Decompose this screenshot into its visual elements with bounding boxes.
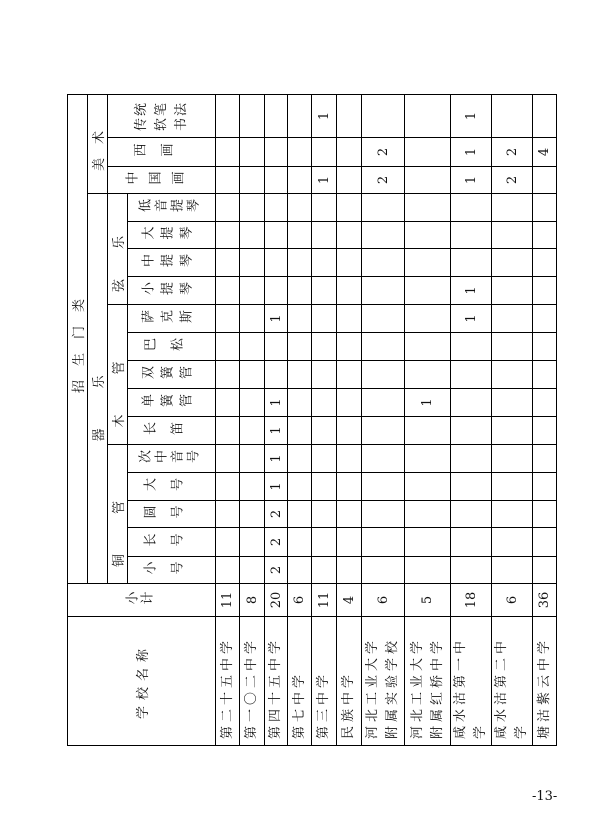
value-cell: 1 <box>451 305 492 333</box>
value-cell <box>240 167 265 194</box>
value-cell <box>492 333 533 361</box>
school-name-cell <box>492 617 533 746</box>
value-cell <box>533 305 557 333</box>
rotated-table-container <box>67 95 552 746</box>
header-instrumental-text: 器乐 <box>92 335 107 442</box>
value-cell: 1 <box>451 277 492 305</box>
value-cell <box>337 389 362 417</box>
subtotal-cell: 4 <box>337 584 362 617</box>
school-name: 塘沽紫云中学 <box>536 636 552 739</box>
value-cell <box>216 389 240 417</box>
value-cell: 1 <box>451 94 492 137</box>
header-instrument-label: 双簧管 <box>141 367 198 382</box>
value-cell: 2 <box>492 138 533 167</box>
subtotal-cell: 8 <box>240 584 265 617</box>
value-cell <box>337 417 362 445</box>
value-cell <box>312 501 337 528</box>
value-cell <box>240 528 265 557</box>
header-instrument-label: 低音提琴 <box>137 200 202 215</box>
value-cell <box>312 417 337 445</box>
value-cell <box>451 501 492 528</box>
school-name-cell <box>288 617 312 746</box>
value-cell <box>312 445 337 473</box>
value-cell: 2 <box>492 167 533 194</box>
value-cell <box>362 222 405 249</box>
value-cell: 1 <box>312 94 337 137</box>
table-row <box>405 94 451 745</box>
value-cell: 1 <box>405 389 451 417</box>
subtotal-cell: 18 <box>451 584 492 617</box>
value-cell <box>216 557 240 584</box>
value-cell <box>337 94 362 137</box>
value-cell <box>362 333 405 361</box>
school-name: 河北工业大学附属实验学校 <box>365 636 400 739</box>
value-cell <box>451 194 492 222</box>
value-cell <box>362 361 405 389</box>
value-cell <box>533 167 557 194</box>
subtotal-cell: 11 <box>312 584 337 617</box>
value-cell <box>216 501 240 528</box>
value-cell <box>240 389 265 417</box>
value-cell <box>265 277 288 305</box>
value-cell <box>337 445 362 473</box>
value-cell: 2 <box>362 138 405 167</box>
value-cell <box>288 501 312 528</box>
table-row <box>337 94 362 745</box>
value-cell <box>288 305 312 333</box>
value-cell <box>216 333 240 361</box>
header-school-name-text: 学校名称 <box>136 643 151 720</box>
value-cell <box>265 138 288 167</box>
value-cell <box>337 249 362 277</box>
school-name-cell <box>451 617 492 746</box>
header-instrument <box>128 194 216 222</box>
value-cell <box>362 473 405 501</box>
value-cell <box>362 94 405 137</box>
header-art-1 <box>108 138 216 167</box>
value-cell <box>533 94 557 137</box>
value-cell <box>492 528 533 557</box>
value-cell: 2 <box>362 167 405 194</box>
value-cell <box>288 417 312 445</box>
value-cell <box>312 528 337 557</box>
header-art-0 <box>108 167 216 194</box>
header-instrument-label: 大提琴 <box>141 227 198 243</box>
school-name: 第四十五中学 <box>268 636 283 739</box>
school-name: 第二十五中学 <box>219 636 235 739</box>
value-cell <box>362 194 405 222</box>
value-cell <box>533 501 557 528</box>
value-cell <box>216 528 240 557</box>
table-row <box>451 94 492 745</box>
value-cell <box>288 222 312 249</box>
value-cell <box>312 222 337 249</box>
value-cell <box>240 473 265 501</box>
value-cell <box>240 417 265 445</box>
value-cell <box>337 473 362 501</box>
value-cell <box>288 277 312 305</box>
value-cell <box>288 167 312 194</box>
header-instrument-label: 长笛 <box>142 423 197 438</box>
header-instrument-label: 巴松 <box>142 339 197 354</box>
value-cell <box>240 249 265 277</box>
value-cell: 1 <box>265 417 288 445</box>
value-cell <box>216 249 240 277</box>
value-cell <box>451 557 492 584</box>
value-cell <box>216 138 240 167</box>
value-cell <box>337 277 362 305</box>
value-cell <box>451 473 492 501</box>
header-instrument <box>128 222 216 249</box>
table-row <box>288 94 312 745</box>
value-cell <box>405 94 451 137</box>
header-instrument-label: 大号 <box>142 479 197 494</box>
value-cell <box>265 222 288 249</box>
value-cell <box>240 557 265 584</box>
header-category-text: 招生门类 <box>72 284 87 393</box>
header-subtotal <box>68 584 216 617</box>
school-name: 咸水沽第一中学 <box>453 636 488 739</box>
value-cell <box>216 277 240 305</box>
value-cell: 1 <box>451 167 492 194</box>
value-cell <box>451 249 492 277</box>
value-cell <box>533 528 557 557</box>
value-cell <box>240 333 265 361</box>
header-art <box>88 94 108 193</box>
header-brass-text: 铜管 <box>112 461 127 568</box>
value-cell: 1 <box>265 305 288 333</box>
value-cell <box>533 222 557 249</box>
value-cell <box>216 194 240 222</box>
value-cell <box>288 557 312 584</box>
table-row <box>492 94 533 745</box>
value-cell <box>240 138 265 167</box>
value-cell <box>405 445 451 473</box>
table-row <box>216 94 240 745</box>
subtotal-cell: 6 <box>362 584 405 617</box>
value-cell <box>451 417 492 445</box>
header-instrument-label: 次中音号 <box>137 451 202 466</box>
value-cell <box>312 389 337 417</box>
school-name-cell <box>362 617 405 746</box>
header-instrument <box>128 445 216 473</box>
value-cell <box>288 389 312 417</box>
header-art-label: 中国画 <box>125 172 194 188</box>
school-name-cell <box>240 617 265 746</box>
value-cell <box>288 361 312 389</box>
header-woodwind <box>108 305 128 445</box>
enrollment-table <box>67 94 557 746</box>
header-instrument-label: 长号 <box>142 534 197 550</box>
value-cell <box>288 194 312 222</box>
value-cell <box>362 305 405 333</box>
subtotal-cell: 11 <box>216 584 240 617</box>
school-name: 河北工业大学附属红桥中学 <box>409 636 445 739</box>
value-cell <box>492 473 533 501</box>
header-art-text: 美术 <box>92 116 107 171</box>
value-cell <box>240 194 265 222</box>
value-cell <box>337 222 362 249</box>
header-instrument-label: 小提琴 <box>141 283 198 298</box>
header-instrument <box>128 277 216 305</box>
value-cell: 1 <box>265 445 288 473</box>
value-cell <box>288 94 312 137</box>
header-instrument <box>128 501 216 528</box>
value-cell <box>216 473 240 501</box>
value-cell <box>312 473 337 501</box>
value-cell <box>405 167 451 194</box>
value-cell <box>451 361 492 389</box>
value-cell <box>451 389 492 417</box>
value-cell <box>362 417 405 445</box>
school-name: 第一〇二中学 <box>244 636 259 739</box>
value-cell <box>312 277 337 305</box>
value-cell <box>533 277 557 305</box>
value-cell <box>312 249 337 277</box>
value-cell <box>240 501 265 528</box>
value-cell <box>405 222 451 249</box>
value-cell <box>362 528 405 557</box>
school-name: 民族中学 <box>341 670 356 739</box>
value-cell <box>216 445 240 473</box>
value-cell <box>405 361 451 389</box>
value-cell <box>312 333 337 361</box>
school-name-cell <box>405 617 451 746</box>
value-cell <box>405 557 451 584</box>
header-subtotal-text: 小计 <box>124 592 155 608</box>
value-cell: 2 <box>265 501 288 528</box>
value-cell <box>405 473 451 501</box>
value-cell: 2 <box>265 528 288 557</box>
value-cell <box>240 277 265 305</box>
table-row <box>265 94 288 745</box>
value-cell <box>265 361 288 389</box>
header-instrument <box>128 473 216 501</box>
school-name: 第三中学 <box>316 670 331 739</box>
school-name-cell <box>312 617 337 746</box>
value-cell <box>492 222 533 249</box>
value-cell <box>265 167 288 194</box>
school-name-cell <box>337 617 362 746</box>
value-cell <box>492 277 533 305</box>
page-number: -13- <box>532 789 558 804</box>
subtotal-cell: 36 <box>533 584 557 617</box>
value-cell <box>312 194 337 222</box>
subtotal-cell: 5 <box>405 584 451 617</box>
value-cell <box>337 167 362 194</box>
header-instrument-label: 萨克斯 <box>141 311 198 326</box>
value-cell <box>240 445 265 473</box>
value-cell <box>492 361 533 389</box>
table-row <box>362 94 405 745</box>
value-cell <box>492 249 533 277</box>
value-cell <box>451 333 492 361</box>
value-cell <box>362 557 405 584</box>
header-instrument <box>128 249 216 277</box>
value-cell <box>362 277 405 305</box>
school-name-cell <box>216 617 240 746</box>
value-cell <box>405 277 451 305</box>
value-cell <box>288 138 312 167</box>
value-cell: 1 <box>312 167 337 194</box>
header-instrument-label: 单簧管 <box>141 395 198 410</box>
value-cell <box>405 305 451 333</box>
header-instrument <box>128 305 216 333</box>
header-strings <box>108 194 128 305</box>
header-instrument <box>128 333 216 361</box>
value-cell <box>240 305 265 333</box>
value-cell <box>533 557 557 584</box>
header-strings-text: 弦乐 <box>112 206 127 293</box>
value-cell <box>362 501 405 528</box>
value-cell <box>337 501 362 528</box>
value-cell <box>312 138 337 167</box>
header-woodwind-text: 木管 <box>112 321 127 428</box>
value-cell <box>216 167 240 194</box>
value-cell <box>533 417 557 445</box>
value-cell <box>216 222 240 249</box>
value-cell <box>533 333 557 361</box>
school-name: 第七中学 <box>291 670 307 739</box>
header-instrument-label: 小号 <box>142 562 197 578</box>
school-name-cell <box>533 617 557 746</box>
value-cell <box>216 94 240 137</box>
value-cell <box>337 557 362 584</box>
header-art-2 <box>108 94 216 137</box>
value-cell <box>533 361 557 389</box>
value-cell: 1 <box>265 473 288 501</box>
value-cell <box>492 501 533 528</box>
value-cell <box>312 305 337 333</box>
value-cell <box>533 389 557 417</box>
header-school-name <box>68 617 216 746</box>
value-cell: 1 <box>265 389 288 417</box>
value-cell: 2 <box>265 557 288 584</box>
header-instrument <box>128 389 216 417</box>
value-cell: 1 <box>451 138 492 167</box>
value-cell <box>405 417 451 445</box>
value-cell <box>216 361 240 389</box>
header-instrument-label: 中提琴 <box>141 255 198 270</box>
value-cell <box>337 138 362 167</box>
value-cell <box>492 417 533 445</box>
value-cell <box>265 94 288 137</box>
value-cell <box>492 445 533 473</box>
value-cell <box>337 361 362 389</box>
header-instrument <box>128 417 216 445</box>
value-cell <box>451 222 492 249</box>
school-name-cell <box>265 617 288 746</box>
header-instrument-label: 圆号 <box>142 506 197 522</box>
subtotal-cell: 6 <box>288 584 312 617</box>
value-cell <box>405 194 451 222</box>
value-cell <box>288 528 312 557</box>
value-cell <box>405 333 451 361</box>
header-instrumental <box>88 194 108 584</box>
value-cell <box>533 445 557 473</box>
value-cell <box>362 445 405 473</box>
value-cell <box>451 445 492 473</box>
value-cell <box>405 501 451 528</box>
value-cell <box>492 94 533 137</box>
value-cell <box>288 333 312 361</box>
value-cell <box>240 222 265 249</box>
header-instrument <box>128 528 216 557</box>
value-cell <box>362 249 405 277</box>
value-cell <box>240 361 265 389</box>
subtotal-cell: 20 <box>265 584 288 617</box>
value-cell <box>216 417 240 445</box>
value-cell: 4 <box>533 138 557 167</box>
value-cell <box>405 528 451 557</box>
value-cell <box>312 557 337 584</box>
table-row <box>533 94 557 745</box>
value-cell <box>240 94 265 137</box>
header-category <box>68 94 88 583</box>
value-cell <box>492 389 533 417</box>
value-cell <box>265 333 288 361</box>
value-cell <box>451 528 492 557</box>
value-cell <box>265 249 288 277</box>
value-cell <box>312 361 337 389</box>
table-row <box>240 94 265 745</box>
value-cell <box>492 194 533 222</box>
subtotal-cell: 6 <box>492 584 533 617</box>
value-cell <box>362 389 405 417</box>
value-cell <box>288 249 312 277</box>
value-cell <box>492 305 533 333</box>
value-cell <box>288 445 312 473</box>
table-row <box>312 94 337 745</box>
value-cell <box>337 333 362 361</box>
header-brass <box>108 445 128 584</box>
school-name: 咸水沽第二中学 <box>494 636 529 739</box>
value-cell <box>337 194 362 222</box>
header-art-label: 西画 <box>132 144 187 160</box>
value-cell <box>533 473 557 501</box>
header-art-label: 传统软笔书法 <box>133 100 189 131</box>
value-cell <box>265 194 288 222</box>
value-cell <box>216 305 240 333</box>
value-cell <box>337 528 362 557</box>
value-cell <box>405 249 451 277</box>
header-instrument <box>128 557 216 584</box>
value-cell <box>533 194 557 222</box>
value-cell <box>337 305 362 333</box>
value-cell <box>492 557 533 584</box>
value-cell <box>405 138 451 167</box>
value-cell <box>533 249 557 277</box>
value-cell <box>288 473 312 501</box>
header-instrument <box>128 361 216 389</box>
